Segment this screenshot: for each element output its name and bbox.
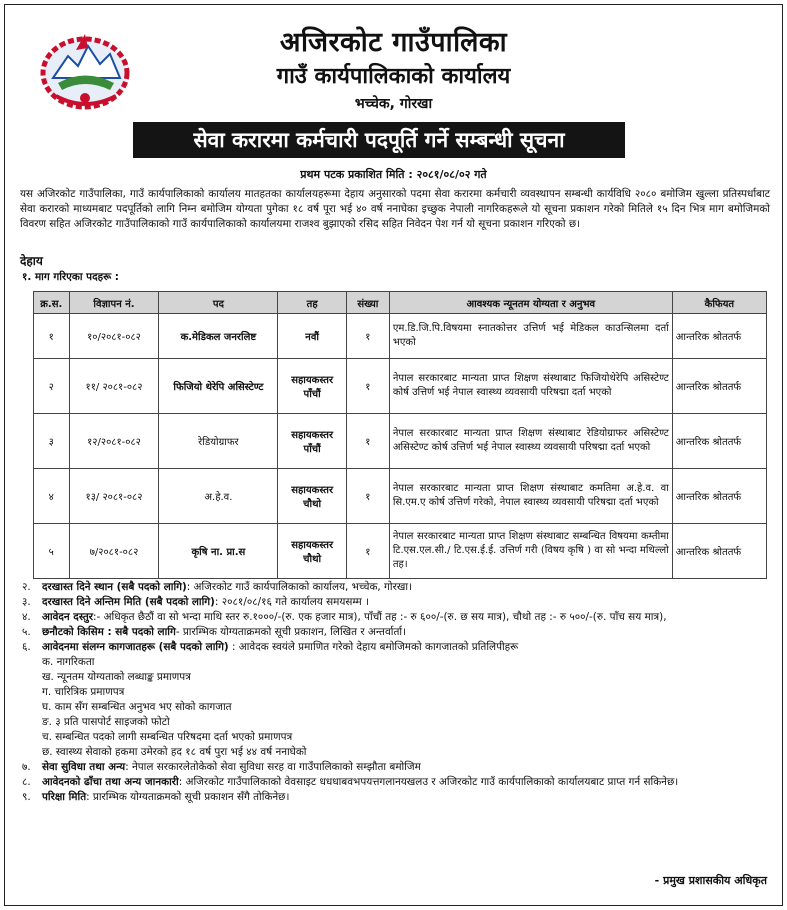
section-heading: देहाय [20,254,43,268]
note-item [22,790,770,805]
note-label: दरखास्त दिने अन्तिम मिति (सबै पदको लागि) [42,596,215,608]
document-item: ङ. ३ प्रति पासपोर्ट साइजको फोटो [42,716,170,728]
document-item: च. सम्बन्धित पदको लागी सम्बन्धित परिषदमा दर्ता भएको प्रमाणपत्र [42,731,293,743]
note-text: : अजिरकोट गाउँ कार्यपालिकाको कार्यालय, भच्चेक, गोरखा। [186,581,412,593]
note-text: :- अधिकृत छैठौं वा सो भन्दा माथि स्तर रु.१०००/-(रु. एक हजार मात्र), पाँचौं तह :- रु ६००/-(रु. छ सय मात्र), चौथो तह :- रु ५००/-(रु. पाँच सय मात्र), [93,611,667,623]
office-title: गाउँ कार्यपालिकाको कार्यालय [276,64,511,89]
cell-qualification: नेपाल सरकारबाट मान्यता प्राप्त शिक्षण संस्थाबाट कमतिमा अ.हे.व. वा सि.एम.ए कोर्ष उत्तिर्ण गरेको, नेपाल स्वास्थ्य व्यवसायी परिषद्मा दर्ता भएको [389,469,672,524]
note-label: सेवा सुविधा तथा अन्य [42,761,126,773]
document-item: ग. चारित्रिक प्रमाणपत्र [42,686,125,698]
note-number: ८. [22,776,31,788]
note-text: : नेपाल सरकारलेतोकेको सेवा सुविधा सरह वा गाउँपालिकाको सम्झौता बमोजिम [125,761,421,773]
table-header-row [34,292,767,314]
document-item: घ. काम सँग सम्बन्धित अनुभव भए सोको कागजात [42,701,232,713]
note-number: ४. [22,611,31,623]
cell-level: सहायकस्तर पाँचौं [278,414,347,469]
note-text: : अजिरकोट गाउँपालिकाको वेवसाइट धधधाबवभपयत्तगलानयखलउ र अजिरकोट गाउँ कार्यपालिकाको कार्यालयबाट प्राप्त गर्न सकिनेछ। [178,776,679,788]
cell-sn: ३ [34,414,70,469]
cell-qualification: नेपाल सरकारबाट मान्यता प्राप्त शिक्षण संस्थाबाट फिजियोथेरेपि असिस्टेण्ट कोर्ष उत्तिर्ण भई नेपाल स्वास्थ्य व्यवसायी परिषद्मा दर्ता भएको [389,359,672,414]
cell-count: १ [346,469,389,524]
municipality-title: अजिरकोट गाउँपालिका [279,27,508,58]
cell-adv: १३/ २०८१-०८२ [69,469,159,524]
cell-count: १ [346,314,389,359]
note-number: ९. [22,791,31,803]
table-row [34,469,767,524]
intro-paragraph: यस अजिरकोट गाउँपालिका, गाउँ कार्यपालिकाको कार्यालय मातहतका कार्यालयहरूमा देहाय अनुसारको पदमा सेवा करारमा कर्मचारी व्यवस्थापन सम्बन्धी कार्यविधि २०८० बमोजिम खुल्ला प्रतिस्पर्धाबाट सेवा करारको माध्यमबाट पदपूर्तिको लागि निम्न बमोजिम योग्यता पुगेका १८ वर्ष पूरा भई ४० वर्ष ननाघेका इच्छुक नेपाली नागरिकहरूले यो सूचना प्रकाशन गरेको मितिले १५ दिन भित्र माग बमोजिमको विवरण सहित अजिरकोट गाउँपालिकाको गाउँ कार्यपालिकाको कार्यालयमा राजश्व बुझाएको रसिद सहित निवेदन पेश गर्न यो सूचना प्रकाशन गरिएको छ। [20,188,770,230]
note-number: ७. [22,761,31,773]
notice-details [22,580,770,805]
cell-level: सहायकस्तर पाँचौं [278,359,347,414]
cell-post: फिजियो थेरेपि असिस्टेण्ट [159,359,278,414]
note-item [22,610,770,625]
cell-sn: ४ [34,469,70,524]
cell-remark: आन्तरिक श्रोततर्फ [672,414,766,469]
cell-level: सहायकस्तर चौथो [278,469,347,524]
note-label: परिक्षा मिति [42,791,87,803]
cell-remark: आन्तरिक श्रोततर्फ [672,359,766,414]
note-number: ५. [22,626,31,638]
cell-count: १ [346,524,389,579]
header-sn: क्र.स. [34,292,70,314]
note-label: छनौटको किसिम : सबै पदको लागि [42,626,176,638]
cell-sn: १ [34,314,70,359]
cell-post: क.मेडिकल जनरलिष्ट [159,314,278,359]
cell-count: १ [346,359,389,414]
cell-post: कृषि ना. प्रा.स [159,524,278,579]
table-row [34,524,767,579]
posts-subheading: १. माग गरिएका पदहरू : [22,271,119,283]
note-number: ६. [22,641,31,653]
cell-remark: आन्तरिक श्रोततर्फ [672,524,766,579]
note-text: : आवेदक स्वयंले प्रमाणित गरेको देहाय बमोजिमको कागजातको प्रतिलिपीहरू [228,641,519,653]
note-item [22,625,770,640]
note-item [22,595,770,610]
document-item: ख. न्यूनतम योग्यताको लब्धाङ्क प्रमाणपत्र [42,671,191,683]
note-item [22,640,770,655]
cell-qualification: नेपाल सरकारबाट मान्यता प्राप्त शिक्षण संस्थाबाट सम्बन्धित विषयमा कम्तीमा टि.एस.एल.सी./ टि.एस.ई.ई. उत्तिर्ण गरी (विषय कृषि ) वा सो भन्दा मथिल्लो तह। [389,524,672,579]
cell-count: १ [346,414,389,469]
header-count: संख्या [346,292,389,314]
note-text: - प्रारम्भिक योग्यताक्रमको सूची प्रकाशन, लिखित र अन्तर्वार्ता। [175,626,406,638]
note-label: आवेदनमा संलग्न कागजातहरू (सबै पदको लागि) [42,641,229,653]
cell-sn: ५ [34,524,70,579]
document-item: छ. स्वास्थ्य सेवाको हकमा उमेरको हद १८ वर्ष पुरा भई ४४ वर्ष ननाघेको [42,746,307,758]
note-label: आवेदन दस्तुर [42,611,94,623]
cell-adv: १२/२०८१-०८२ [69,414,159,469]
posts-table [33,291,767,579]
note-item [22,580,770,595]
header-post: पद [159,292,278,314]
publish-date: प्रथम पटक प्रकाशित मिति : २०८१/०८/०२ गते [300,168,487,181]
note-text: : प्रारम्भिक योग्यताक्रमको सूची प्रकाशन सँगै तोकिनेछ। [86,791,290,803]
note-text: : २०८१/०८/१६ गते कार्यालय समयसम्म । [214,596,369,608]
note-item [22,760,770,775]
note-number: ३. [22,596,31,608]
cell-post: रेडियोग्राफर [159,414,278,469]
cell-remark: आन्तरिक श्रोततर्फ [672,314,766,359]
notice-banner: सेवा करारमा कर्मचारी पदपूर्ति गर्ने सम्बन्धी सूचना [133,122,625,158]
office-address: भच्चेक, गोरखा [354,96,433,112]
table-row [34,314,767,359]
header-adv-no: विज्ञापन नं. [69,292,159,314]
cell-remark: आन्तरिक श्रोततर्फ [672,469,766,524]
header-level: तह [278,292,347,314]
table-row [34,359,767,414]
note-number: २. [22,581,31,593]
signature-chief-admin-officer: - प्रमुख प्रशासकीय अधिकृत [654,874,767,887]
note-label: दरखास्त दिने स्थान (सबै पदको लागि) [42,581,187,593]
table-row [34,414,767,469]
document-item: क. नागरिकता [42,656,95,668]
cell-adv: ७/२०८१-०८२ [69,524,159,579]
cell-sn: २ [34,359,70,414]
note-item [22,775,770,790]
cell-qualification: नेपाल सरकारबाट मान्यता प्राप्त शिक्षण संस्थाबाट रेडियोग्राफर असिस्टेण्ट असिस्टेण्ट कोर्ष उत्तिर्ण भई नेपाल स्वास्थ्य व्यवसायी परिषद्मा दर्ता भएको [389,414,672,469]
header-remarks: कैफियत [672,292,766,314]
cell-post: अ.हे.व. [159,469,278,524]
cell-adv: १०/२०८१-०८२ [69,314,159,359]
cell-level: सहायकस्तर चौथो [278,524,347,579]
header-qualification: आवश्यक न्यूनतम योग्यता र अनुभव [389,292,672,314]
note-label: आवेदनको ढाँचा तथा अन्य जानकारी [42,776,179,788]
cell-qualification: एम.डि.जि.पि.विषयमा स्नातकोत्तर उत्तिर्ण भई मेडिकल काउन्सिलमा दर्ता भएको [389,314,672,359]
cell-level: नवौं [278,314,347,359]
cell-adv: ११/ २०८१-०८२ [69,359,159,414]
